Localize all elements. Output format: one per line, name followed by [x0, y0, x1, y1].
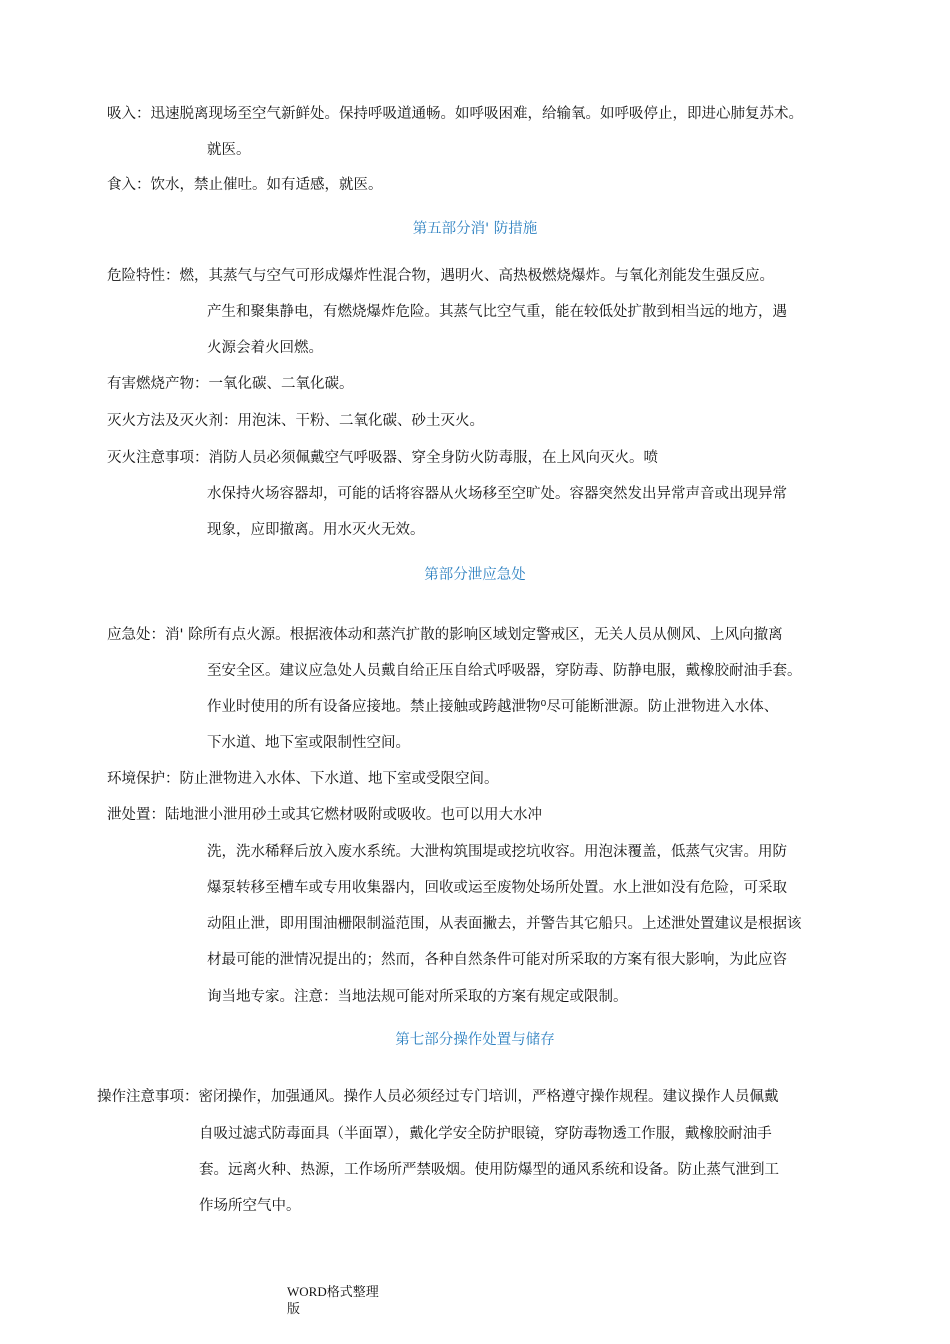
disposal-line-1: 泄处置：陆地泄小泄用砂土或其它燃材吸附或吸收。也可以用大水冲 — [107, 807, 542, 823]
emergency-line-4: 下水道、地下室或限制性空间。 — [207, 735, 410, 751]
operation-notes-line-2: 自吸过滤式防毒面具（半面罩），戴化学安全防护眼镜，穿防毒物透工作服，戴橡胶耐油手 — [199, 1126, 772, 1142]
first-aid-inhale-line-1: 吸入：迅速脱离现场至空气新鲜处。保持呼吸道通畅。如呼吸困难，给输氧。如呼吸停止，即进心肺复苏术。 — [107, 106, 803, 122]
section-7-heading: 第七部分操作处置与储存 — [395, 1032, 555, 1048]
hazard-line-2: 产生和聚集静电，有燃烧爆炸危险。其蒸气比空气重，能在较低处扩散到相当远的地方，遇 — [207, 304, 787, 320]
hazard-line-3: 火源会着火回燃。 — [207, 340, 323, 356]
operation-notes-line-1: 操作注意事项：密闭操作，加强通风。操作人员必须经过专门培训，严格遵守操作规程。建议操作人员佩戴 — [97, 1089, 779, 1105]
section-6-heading: 第部分泄应急处 — [424, 567, 526, 583]
operation-notes-line-4: 作场所空气中。 — [199, 1198, 301, 1214]
disposal-line-2: 洗，洗水稀释后放入废水系统。大泄构筑围堤或挖坑收容。用泡沫覆盖，低蒸气灾害。用防 — [207, 844, 787, 860]
emergency-line-1: 应急处：消' 除所有点火源。根据液体动和蒸汽扩散的影响区域划定警戒区，无关人员从侧风、上风向撤离 — [107, 627, 783, 643]
operation-notes-line-3: 套。远离火种、热源，工作场所严禁吸烟。使用防爆型的通风系统和设备。防止蒸气泄到工 — [199, 1162, 779, 1178]
firefighting-notes-line-2: 水保持火场容器却，可能的话将容器从火场移至空旷处。容器突然发出异常声音或出现异常 — [207, 486, 787, 502]
hazard-line-1: 危险特性：燃，其蒸气与空气可形成爆炸性混合物，遇明火、高热极燃烧爆炸。与氧化剂能发生强反应。 — [107, 268, 774, 284]
firefighting-notes-line-1: 灭火注意事项：消防人员必须佩戴空气呼吸器、穿全身防火防毒服，在上风向灭火。喷 — [107, 450, 658, 466]
extinguishing-agents-line: 灭火方法及灭火剂：用泡沫、干粉、二氧化碳、砂土灭火。 — [107, 413, 484, 429]
footer-line-2: 版 — [287, 1301, 301, 1316]
section-5-heading: 第五部分消' 防措施 — [412, 221, 538, 237]
footer-line-1: WORD格式整理 — [287, 1284, 379, 1299]
disposal-line-3: 爆泵转移至槽车或专用收集器内，回收或运至废物处场所处置。水上泄如没有危险，可采取 — [207, 880, 787, 896]
first-aid-ingest-line: 食入：饮水，禁止催吐。如有适感，就医。 — [107, 177, 383, 193]
emergency-line-3: 作业时使用的所有设备应接地。禁止接触或跨越泄物⁰尽可能断泄源。防止泄物进入水体、 — [207, 699, 779, 715]
emergency-line-2: 至安全区。建议应急处人员戴自给正压自给式呼吸器，穿防毒、防静电服，戴橡胶耐油手套。 — [207, 663, 802, 679]
disposal-line-5: 材最可能的泄情况提出的；然而，各种自然条件可能对所采取的方案有很大影响，为此应咨 — [207, 952, 787, 968]
page-footer — [287, 1283, 379, 1317]
disposal-line-6: 询当地专家。注意：当地法规可能对所采取的方案有规定或限制。 — [207, 989, 628, 1005]
firefighting-notes-line-3: 现象，应即撤离。用水灭火无效。 — [207, 522, 425, 538]
first-aid-inhale-line-2: 就医。 — [207, 142, 251, 158]
disposal-line-4: 动阻止泄，即用围油栅限制溢范围，从表面撇去，并警告其它船只。上述泄处置建议是根据该 — [207, 916, 802, 932]
environment-line: 环境保护：防止泄物进入水体、下水道、地下室或受限空间。 — [107, 771, 499, 787]
combustion-products-line: 有害燃烧产物：一氧化碳、二氧化碳。 — [107, 376, 354, 392]
